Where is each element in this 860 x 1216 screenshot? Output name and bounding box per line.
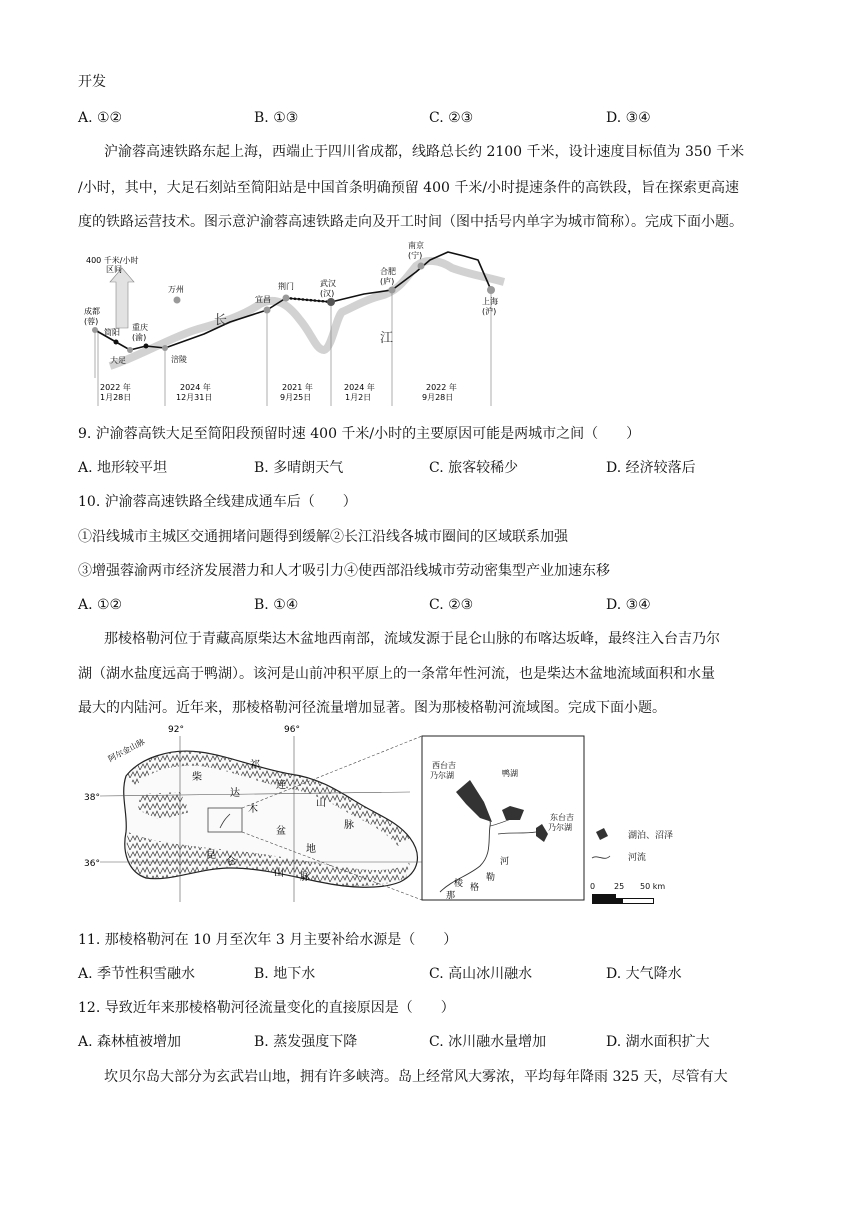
station-yichang — [264, 307, 271, 314]
kunlun-label-1: 昆 — [206, 850, 216, 861]
paragraph-3-line-1: 坎贝尔岛大部分为玄武岩山地，拥有许多峡湾。岛上经常风大雾浓，平均每年降雨 325 天，尽管有大 — [104, 1069, 728, 1085]
west-lake-label-2: 乃尔湖 — [430, 771, 454, 780]
kunlun-label-3: 山 — [274, 868, 284, 879]
east-lake-label-1: 东台吉 — [550, 813, 574, 822]
station-jingmen — [283, 295, 290, 302]
label-hefei: 合肥 — [380, 267, 396, 276]
q11-option-a[interactable]: A. 季节性积雪融水 — [78, 966, 196, 982]
q8-option-c[interactable]: C. ②③ — [429, 110, 474, 126]
speed-section-arrow — [110, 268, 134, 328]
scale-0: 0 — [590, 882, 596, 891]
label-chengdu: 成都 — [84, 307, 100, 316]
legend-lake-icon — [596, 828, 608, 840]
q10-statements-1: ①沿线城市主城区交通拥堵问题得到缓解②长江沿线各城市圈间的区域联系加强 — [78, 529, 568, 545]
label-wuhan-abbr: (汉) — [320, 289, 335, 298]
station-shanghai — [487, 286, 495, 294]
date-3-year: 2021 年 — [282, 383, 313, 392]
lon-96-label: 96° — [284, 725, 300, 735]
east-lake-label-2: 乃尔湖 — [548, 823, 572, 832]
date-1-day: 1月28日 — [100, 393, 132, 402]
legend-lake-text: 湖泊、沼泽 — [628, 831, 674, 841]
q10-statements-2: ③增强蓉渝两市经济发展潜力和人才吸引力④使西部沿线城市劳动密集型产业加速东移 — [78, 563, 610, 579]
paragraph-2-line-1: 那棱格勒河位于青藏高原柴达木盆地西南部，流域发源于昆仑山脉的布喀达坂峰，最终注入台吉乃尔 — [104, 631, 720, 647]
label-yichang: 宜昌 — [255, 295, 271, 304]
q12-option-d[interactable]: D. 湖水面积扩大 — [606, 1034, 710, 1050]
label-wuhan: 武汉 — [320, 279, 336, 288]
river-basin-map — [80, 722, 620, 910]
q9-option-a[interactable]: A. 地形较平坦 — [78, 460, 168, 476]
station-hefei — [389, 287, 396, 294]
river-label-leng: 棱 — [454, 879, 464, 889]
railway-map — [80, 238, 510, 410]
q11-stem: 11. 那棱格勒河在 10 月至次年 3 月主要补给水源是（ ） — [78, 932, 458, 948]
station-wuhan — [327, 298, 335, 306]
qilian-label-4: 脉 — [344, 820, 354, 831]
kunlun-label-2: 仑 — [226, 856, 236, 867]
q12-option-c[interactable]: C. 冰川融水量增加 — [429, 1034, 547, 1050]
label-dazu: 大足 — [110, 356, 126, 365]
date-3-day: 9月25日 — [280, 393, 312, 402]
q12-stem: 12. 导致近年来那棱格勒河径流量变化的直接原因是（ ） — [78, 1000, 455, 1016]
label-chengdu-abbr: (蓉) — [84, 317, 99, 326]
q10-option-d[interactable]: D. ③④ — [606, 597, 651, 613]
date-1-year: 2022 年 — [100, 383, 131, 392]
q9-stem: 9. 沪渝蓉高铁大足至简阳段预留时速 400 千米/小时的主要原因可能是两城市之间（ ） — [78, 426, 641, 442]
label-nanjing-abbr: (宁) — [408, 251, 423, 260]
q10-stem: 10. 沪渝蓉高速铁路全线建成通车后（ ） — [78, 494, 357, 510]
west-lake-label-1: 西台吉 — [432, 761, 456, 770]
date-5-day: 9月28日 — [422, 393, 454, 402]
paragraph-1-line-2: /小时，其中，大足石刻站至简阳站是中国首条明确预留 400 千米/小时提速条件的高铁段，旨在探索更高速 — [78, 180, 740, 196]
qilian-label-1: 祁 — [250, 760, 260, 771]
river-label-he: 河 — [500, 857, 510, 867]
speed-label-1: 400 千米/小时 — [86, 256, 139, 265]
river-label-ge: 格 — [470, 883, 480, 893]
date-5-year: 2022 年 — [426, 383, 457, 392]
chaidamu-label-3: 木 — [248, 804, 258, 815]
chaidamu-label-5: 地 — [306, 844, 316, 855]
paragraph-1-line-3: 度的铁路运营技术。图示意沪渝蓉高速铁路走向及开工时间（图中括号内单字为城市简称）。完成下面小题。 — [78, 214, 743, 230]
legend-river-icon — [592, 856, 610, 858]
river-label-chang: 长 — [214, 313, 228, 328]
station-fuling — [162, 345, 168, 351]
station-chengdu — [92, 327, 98, 333]
lat-38-label: 38° — [84, 793, 100, 803]
river-label-jiang: 江 — [380, 331, 394, 346]
speed-label-2: 区间 — [106, 265, 122, 274]
label-hefei-abbr: (庐) — [380, 277, 395, 286]
river-label-le: 勒 — [486, 873, 496, 883]
duck-lake-label: 鸭湖 — [502, 769, 518, 778]
scale-bar-full — [592, 898, 654, 904]
date-4-year: 2024 年 — [344, 383, 375, 392]
paragraph-2-line-2: 湖（湖水盐度远高于鸭湖）。该河是山前冲积平原上的一条常年性河流，也是柴达木盆地流域面积和水量 — [78, 666, 715, 682]
qilian-label-3: 山 — [316, 798, 326, 809]
label-nanjing: 南京 — [408, 241, 424, 250]
label-shanghai: 上海 — [482, 297, 498, 306]
q11-option-d[interactable]: D. 大气降水 — [606, 966, 682, 982]
yangtze-river — [110, 261, 504, 366]
label-jingmen: 荆门 — [278, 282, 294, 291]
q12-option-a[interactable]: A. 森林植被增加 — [78, 1034, 182, 1050]
q9-option-c[interactable]: C. 旅客较稀少 — [429, 460, 519, 476]
label-chongqing-abbr: (渝) — [132, 333, 147, 342]
q8-option-d[interactable]: D. ③④ — [606, 110, 651, 126]
altun-label: 阿尔金山脉 — [106, 737, 147, 764]
q12-option-b[interactable]: B. 蒸发强度下降 — [254, 1034, 358, 1050]
q11-option-b[interactable]: B. 地下水 — [254, 966, 316, 982]
legend-river-text: 河流 — [628, 853, 647, 863]
q8-option-b[interactable]: B. ①③ — [254, 110, 299, 126]
q9-option-d[interactable]: D. 经济较落后 — [606, 460, 696, 476]
q10-option-b[interactable]: B. ①④ — [254, 597, 299, 613]
chaidamu-label-4: 盆 — [276, 826, 286, 837]
label-jianyang: 简阳 — [104, 328, 120, 337]
date-2-day: 12月31日 — [176, 393, 213, 402]
lon-92-label: 92° — [168, 725, 184, 735]
kunlun-label-4: 脉 — [300, 872, 310, 883]
q10-option-a[interactable]: A. ①② — [78, 597, 123, 613]
chaidamu-label-1: 柴 — [192, 772, 202, 783]
label-wanzhou: 万州 — [168, 285, 184, 294]
date-4-day: 1月2日 — [345, 393, 372, 402]
railway-line — [95, 252, 491, 350]
q10-option-c[interactable]: C. ②③ — [429, 597, 474, 613]
scale-50: 50 km — [640, 882, 666, 891]
label-chongqing: 重庆 — [132, 323, 148, 332]
scale-25: 25 — [614, 882, 625, 891]
top-line: 开发 — [78, 74, 106, 90]
paragraph-1-line-1: 沪渝蓉高速铁路东起上海，西端止于四川省成都，线路总长约 2100 千米，设计速度目标值为 350 千米 — [104, 144, 745, 160]
station-nanjing — [418, 263, 425, 270]
paragraph-2-line-3: 最大的内陆河。近年来，那棱格勒河径流量增加显著。图为那棱格勒河流域图。完成下面小题。 — [78, 700, 666, 716]
date-2-year: 2024 年 — [180, 383, 211, 392]
station-jianyang — [114, 340, 119, 345]
qilian-label-2: 连 — [276, 780, 286, 791]
station-wanzhou — [174, 297, 181, 304]
q8-option-a[interactable]: A. ①② — [78, 110, 123, 126]
q11-option-c[interactable]: C. 高山冰川融水 — [429, 966, 533, 982]
label-fuling: 涪陵 — [171, 355, 187, 364]
q9-option-b[interactable]: B. 多晴朗天气 — [254, 460, 344, 476]
station-dazu — [127, 347, 133, 353]
lat-36-label: 36° — [84, 859, 100, 869]
chaidamu-label-2: 达 — [230, 788, 240, 799]
station-chongqing — [144, 344, 149, 349]
label-shanghai-abbr: (沪) — [482, 307, 497, 316]
river-label-na: 那 — [446, 891, 456, 901]
